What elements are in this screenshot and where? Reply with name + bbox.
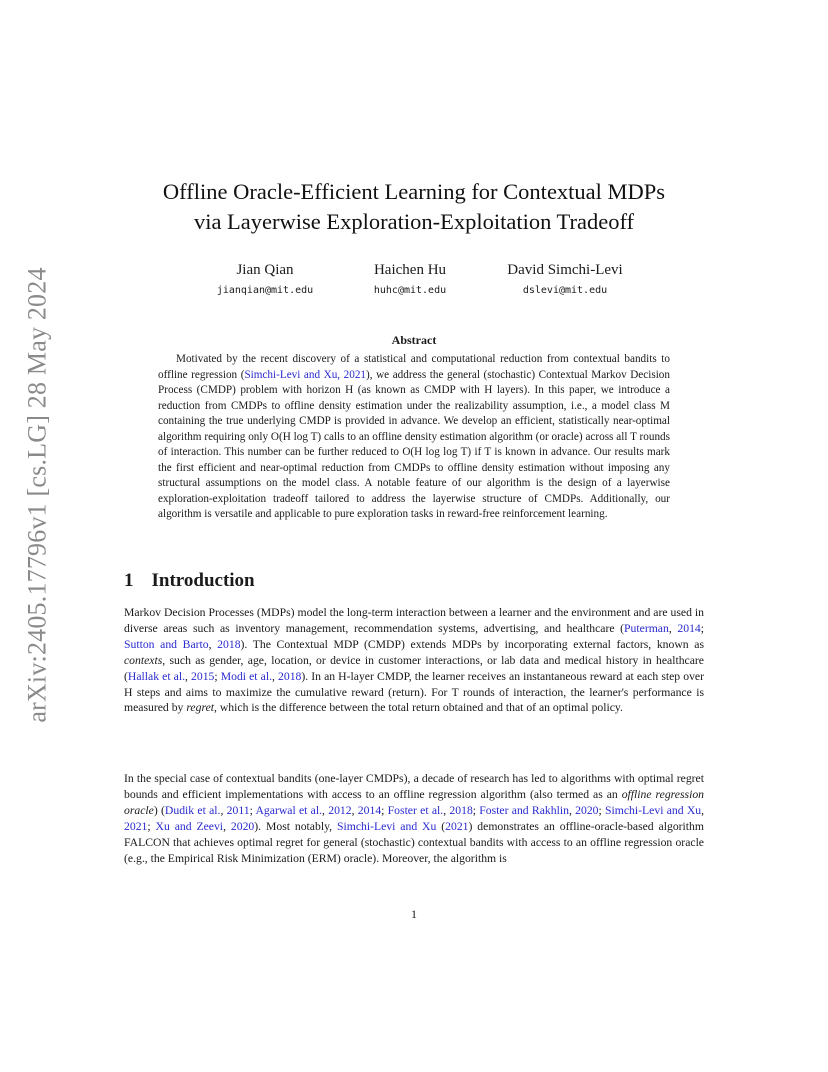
- text-run: ). The Contextual MDP (CMDP) extends MDPs by incorporating external factors, known as: [240, 637, 704, 651]
- citation-link[interactable]: 2014: [677, 621, 701, 635]
- citation-link[interactable]: 2018: [278, 669, 302, 683]
- citation-link[interactable]: Hallak et al.: [127, 669, 186, 683]
- text-run: , which is the difference between the total return obtained and that of an optimal policy.: [214, 701, 623, 715]
- page-number: 1: [411, 907, 417, 921]
- text-run: (: [436, 819, 446, 833]
- abstract-text: [158, 352, 670, 523]
- text-run: ,: [223, 819, 231, 833]
- citation-link[interactable]: 2020: [230, 819, 255, 833]
- title-line-1: Offline Oracle-Efficient Learning for Contextual MDPs: [162, 179, 666, 204]
- citation-link[interactable]: 2018: [217, 637, 241, 651]
- text-run: ;: [249, 803, 256, 817]
- text-run: In the special case of contextual bandits (one-layer CMDPs), a decade of research has led to algorithms with optimal regret bounds and efficient implementations with access to an offline regression algorithm (also termed as an: [124, 772, 704, 801]
- section-title: Introduction: [151, 570, 255, 591]
- text-run: ,: [668, 621, 678, 635]
- text-run: ). In an H-layer CMDP, the learner receives an instantaneous reward at each step over H steps and aims to maximize the cumulative reward (return). For T rounds of interaction, the learner's performance is measured by: [124, 669, 704, 715]
- citation-link[interactable]: Sutton and Barto: [124, 637, 209, 651]
- citation-link[interactable]: 2012: [328, 803, 352, 817]
- section-number: 1: [124, 570, 134, 591]
- citation-link[interactable]: Dudik et al.: [164, 803, 221, 817]
- abstract-text-run: ), we address the general (stochastic) Contextual Markov Decision Process (CMDP) problem with horizon H (as known as CMDP with H layers). In this paper, we introduce a reduction from CMDPs to offline density estimation under the realizability assumption, i.e., a model class M containing the true underlying CMDP is provided in advance. We develop an efficient, statistically near-optimal algorithm requiring only O(H log T) calls to an offline density estimation algorithm (or oracle) across all T rounds of interaction. This number can be further reduced to O(H log log T) if T is known in advance. Our results mark the first efficient and near-optimal reduction from CMDPs to offline density estimation without imposing any structural assumptions on the model class. A notable feature of our algorithm is the design of a layerwise exploration-exploitation tradeoff tailored to address the layerwise structure of CMDPs. Additionally, our algorithm is versatile and applicable to pure exploration tasks in reward-free reinforcement learning.: [158, 368, 670, 520]
- citation-link[interactable]: Foster et al.: [387, 803, 444, 817]
- paragraph-2: [124, 771, 704, 866]
- section-heading-introduction: [124, 569, 255, 593]
- author-1: [200, 260, 330, 300]
- text-run: ;: [381, 803, 388, 817]
- citation-link[interactable]: 2018: [449, 803, 473, 817]
- text-run: ;: [147, 819, 156, 833]
- citation-link[interactable]: 2015: [191, 669, 215, 683]
- text-run: ;: [598, 803, 606, 817]
- author-email: dslevi@mit.edu: [522, 285, 608, 296]
- citation-link[interactable]: Simchi-Levi and Xu: [336, 819, 437, 833]
- paragraph-1: [124, 605, 704, 716]
- citation-link[interactable]: 2014: [357, 803, 382, 817]
- text-run: ,: [208, 637, 218, 651]
- text-run: ,: [220, 803, 227, 817]
- author-name: David Simchi-Levi: [507, 262, 623, 278]
- text-run: , such as gender, age, location, or device in customer interactions, or lab data and medical history in healthcare (: [124, 653, 704, 683]
- citation-link[interactable]: Simchi-Levi and Xu: [605, 803, 702, 817]
- citation-link[interactable]: Xu and Zeevi: [155, 819, 224, 833]
- emphasis: contexts: [124, 653, 163, 667]
- text-run: ;: [700, 621, 704, 635]
- text-run: ) demonstrates an offline-oracle-based algorithm FALCON that achieves optimal regret for general (stochastic) contextual bandits with access to an offline regression oracle (e.g., the Empirical Risk Minimization (ERM) oracle). Moreover, the algorithm is: [124, 819, 704, 865]
- citation-link[interactable]: Modi et al.: [220, 669, 272, 683]
- author-3: [490, 260, 640, 300]
- text-run: ,: [351, 803, 358, 817]
- text-run: ;: [214, 669, 221, 683]
- title-line-2: via Layerwise Exploration-Exploitation Tradeoff: [193, 209, 635, 234]
- citation-link[interactable]: Agarwal et al.: [255, 803, 323, 817]
- citation-link[interactable]: 2020: [575, 803, 599, 817]
- text-run: ,: [185, 669, 192, 683]
- text-run: ,: [443, 803, 450, 817]
- citation-link[interactable]: 2011: [226, 803, 250, 817]
- author-email: huhc@mit.edu: [373, 285, 447, 296]
- author-name: Jian Qian: [236, 262, 294, 278]
- text-run: ,: [568, 803, 576, 817]
- emphasis: offline regression oracle: [124, 787, 705, 817]
- citation-link[interactable]: Simchi-Levi and Xu, 2021: [244, 368, 367, 381]
- paper-title: [100, 177, 728, 237]
- author-name: Haichen Hu: [373, 262, 447, 278]
- text-run: ,: [272, 669, 278, 683]
- emphasis: regret: [186, 701, 215, 715]
- author-list: [200, 260, 640, 300]
- text-run: ,: [701, 803, 705, 817]
- arxiv-stamp: [13, 250, 63, 740]
- citation-link[interactable]: 2021: [124, 819, 148, 833]
- citation-link[interactable]: Foster and Rakhlin: [479, 803, 569, 817]
- text-run: ,: [322, 803, 329, 817]
- text-run: ) (: [153, 803, 165, 817]
- abstract-text-run: Motivated by the recent discovery of a statistical and computational reduction from contextual bandits to offline regression (: [158, 353, 670, 381]
- abstract-heading: Abstract: [391, 333, 437, 347]
- author-2: [355, 260, 465, 300]
- citation-link[interactable]: Puterman: [624, 621, 669, 635]
- arxiv-stamp-text: arXiv:2405.17796v1 [cs.LG] 28 May 2024: [23, 267, 53, 723]
- author-email: jianqian@mit.edu: [216, 285, 314, 296]
- text-run: ). Most notably,: [254, 819, 337, 833]
- citation-link[interactable]: 2021: [445, 819, 469, 833]
- text-run: Markov Decision Processes (MDPs) model the long-term interaction between a learner and the environment and are used in diverse areas such as inventory management, recommendation systems, advertising, and healthcare (: [124, 606, 704, 635]
- text-run: ;: [472, 803, 480, 817]
